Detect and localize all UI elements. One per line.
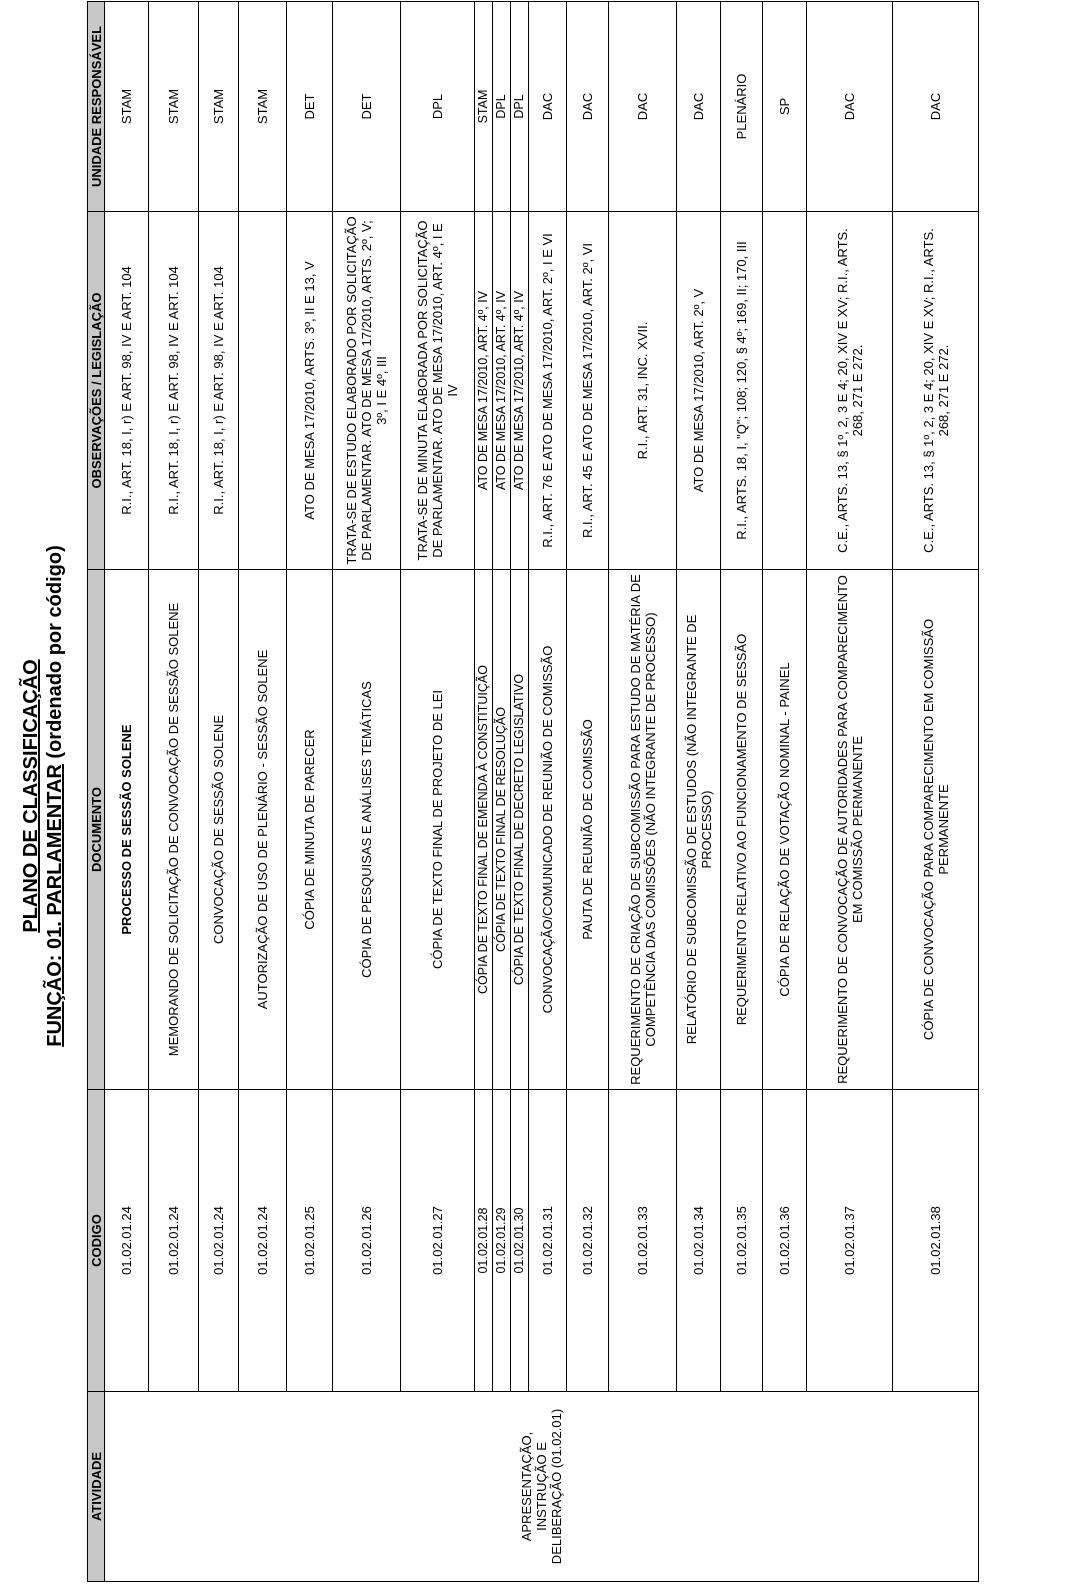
document-cell: CÓPIA DE RELAÇÃO DE VOTAÇÃO NOMINAL - PAINEL: [763, 570, 807, 1090]
unit-cell: DET: [287, 2, 333, 212]
code-cell: 01.02.01.37: [807, 1090, 893, 1392]
table-header-row: [88, 2, 105, 1582]
unit-cell: DPL: [401, 2, 475, 212]
document-cell: MEMORANDO DE SOLICITAÇÃO DE CONVOCAÇÃO DE SESSÃO SOLENE: [149, 570, 199, 1090]
code-cell: 01.02.01.33: [609, 1090, 677, 1392]
obs-cell: ATO DE MESA 17/2010, ART. 4º, IV: [511, 212, 529, 570]
code-cell: 01.02.01.29: [493, 1090, 511, 1392]
code-cell: 01.02.01.30: [511, 1090, 529, 1392]
classification-table: [87, 1, 979, 1582]
unit-cell: SP: [763, 2, 807, 212]
code-cell: 01.02.01.32: [567, 1090, 609, 1392]
code-cell: 01.02.01.31: [529, 1090, 567, 1392]
unit-cell: DAC: [677, 2, 721, 212]
table-row: [721, 2, 763, 1582]
code-cell: 01.02.01.27: [401, 1090, 475, 1392]
obs-cell: R.I., ART. 18, I, r) E ART. 98, IV E ART. 104: [199, 212, 239, 570]
table-row: [475, 2, 493, 1582]
obs-cell: [763, 212, 807, 570]
code-cell: 01.02.01.28: [475, 1090, 493, 1392]
document-cell: CÓPIA DE PESQUISAS E ANÁLISES TEMÁTICAS: [333, 570, 401, 1090]
unit-cell: STAM: [239, 2, 287, 212]
code-cell: 01.02.01.25: [287, 1090, 333, 1392]
unit-cell: STAM: [475, 2, 493, 212]
document-cell: PROCESSO DE SESSÃO SOLENE: [105, 570, 149, 1090]
code-cell: 01.02.01.24: [149, 1090, 199, 1392]
unit-cell: DAC: [609, 2, 677, 212]
document-cell: AUTORIZAÇÃO DE USO DE PLENÁRIO - SESSÃO SOLENE: [239, 570, 287, 1090]
table-row: [529, 2, 567, 1582]
obs-cell: TRATA-SE DE ESTUDO ELABORADO POR SOLICITAÇÃO DE PARLAMENTAR. ATO DE MESA 17/2010, ARTS. 2º, V; 3º, I E 4º, III: [333, 212, 401, 570]
document-cell: CÓPIA DE TEXTO FINAL DE EMENDA À CONSTITUIÇÃO: [475, 570, 493, 1090]
obs-cell: R.I., ART. 45 E ATO DE MESA 17/2010, ART. 2º, VI: [567, 212, 609, 570]
document-cell: CÓPIA DE MINUTA DE PARECER: [287, 570, 333, 1090]
page-subtitle: [44, 0, 67, 1592]
document-cell: PAUTA DE REUNIÃO DE COMISSÃO: [567, 570, 609, 1090]
code-cell: 01.02.01.24: [105, 1090, 149, 1392]
table-row: [287, 2, 333, 1582]
obs-cell: R.I., ART. 18, I, r) E ART. 98, IV E ART. 104: [105, 212, 149, 570]
obs-cell: R.I., ARTS. 18, I, "Q"; 108; 120, § 4º; 169, II; 170, III: [721, 212, 763, 570]
table-row: [199, 2, 239, 1582]
document-cell: CÓPIA DE CONVOCAÇÃO PARA COMPARECIMENTO EM COMISSÃO PERMANENTE: [893, 570, 979, 1090]
obs-cell: R.I., ART. 18, I, r) E ART. 98, IV E ART. 104: [149, 212, 199, 570]
document-cell: REQUERIMENTO DE CRIAÇÃO DE SUBCOMISSÃO PARA ESTUDO DE MATÉRIA DE COMPETÊNCIA DAS COMISSÕES (NÃO INTEGRANTE DE PROCESSO): [609, 570, 677, 1090]
obs-cell: TRATA-SE DE MINUTA ELABORADA POR SOLICITAÇÃO DE PARLAMENTAR. ATO DE MESA 17/2010, ART. 4º, I E IV: [401, 212, 475, 570]
unit-cell: DAC: [807, 2, 893, 212]
unit-cell: DPL: [511, 2, 529, 212]
document-cell: REQUERIMENTO RELATIVO AO FUNCIONAMENTO DE SESSÃO: [721, 570, 763, 1090]
code-cell: 01.02.01.35: [721, 1090, 763, 1392]
table-row: [893, 2, 979, 1582]
document-cell: CÓPIA DE TEXTO FINAL DE DECRETO LEGISLATIVO: [511, 570, 529, 1090]
obs-cell: C.E., ARTS. 13, § 1º, 2, 3 E 4; 20, XIV E XV; R.I., ARTS. 268, 271 E 272.: [807, 212, 893, 570]
table-row: [401, 2, 475, 1582]
col-header-documento: DOCUMENTO: [88, 570, 105, 1090]
page-title: PLANO DE CLASSIFICAÇÃO: [20, 659, 42, 933]
code-cell: 01.02.01.36: [763, 1090, 807, 1392]
unit-cell: STAM: [105, 2, 149, 212]
col-header-unidade: UNIDADE RESPONSÁVEL: [88, 2, 105, 212]
table-row: [239, 2, 287, 1582]
table-row: [105, 2, 149, 1582]
col-header-atividade: ATIVIDADE: [88, 1392, 105, 1582]
code-cell: 01.02.01.34: [677, 1090, 721, 1392]
unit-cell: DPL: [493, 2, 511, 212]
unit-cell: PLENÁRIO: [721, 2, 763, 212]
table-row: [493, 2, 511, 1582]
obs-cell: ATO DE MESA 17/2010, ART. 4º, IV: [493, 212, 511, 570]
obs-cell: ATO DE MESA 17/2010, ARTS. 3º, II E 13, V: [287, 212, 333, 570]
document-cell: CÓPIA DE TEXTO FINAL DE PROJETO DE LEI: [401, 570, 475, 1090]
obs-cell: [239, 212, 287, 570]
document-cell: CONVOCAÇÃO DE SESSÃO SOLENE: [199, 570, 239, 1090]
col-header-observacoes: OBSERVAÇÕES / LEGISLAÇÃO: [88, 212, 105, 570]
obs-cell: ATO DE MESA 17/2010, ART. 2º, V: [677, 212, 721, 570]
obs-cell: C.E., ARTS. 13, § 1º, 2, 3 E 4; 20, XIV E XV; R.I., ARTS. 268, 271 E 272.: [893, 212, 979, 570]
obs-cell: R.I., ART. 31, INC. XVII.: [609, 212, 677, 570]
unit-cell: DAC: [567, 2, 609, 212]
document-cell: CONVOCAÇÃO/COMUNICADO DE REUNIÃO DE COMISSÃO: [529, 570, 567, 1090]
unit-cell: DAC: [893, 2, 979, 212]
table-row: [807, 2, 893, 1582]
col-header-codigo: CODIGO: [88, 1090, 105, 1392]
table-row: [511, 2, 529, 1582]
document-cell: CÓPIA DE TEXTO FINAL DE RESOLUÇÃO: [493, 570, 511, 1090]
function-label: FUNÇÃO: 01. PARLAMENTAR: [44, 764, 66, 1047]
table-row: [567, 2, 609, 1582]
table-row: [677, 2, 721, 1582]
obs-cell: R.I., ART. 76 E ATO DE MESA 17/2010, ART. 2º, I E VI: [529, 212, 567, 570]
unit-cell: DET: [333, 2, 401, 212]
code-cell: 01.02.01.24: [239, 1090, 287, 1392]
table-row: [333, 2, 401, 1582]
table-row: [609, 2, 677, 1582]
code-cell: 01.02.01.26: [333, 1090, 401, 1392]
table-row: [763, 2, 807, 1582]
code-cell: 01.02.01.24: [199, 1090, 239, 1392]
table-row: [149, 2, 199, 1582]
document-cell: RELATÓRIO DE SUBCOMISSÃO DE ESTUDOS (NÃO INTEGRANTE DE PROCESSO): [677, 570, 721, 1090]
obs-cell: ATO DE MESA 17/2010, ART. 4º, IV: [475, 212, 493, 570]
unit-cell: STAM: [149, 2, 199, 212]
unit-cell: STAM: [199, 2, 239, 212]
code-cell: 01.02.01.38: [893, 1090, 979, 1392]
sort-note: (ordenado por código): [44, 545, 66, 765]
unit-cell: DAC: [529, 2, 567, 212]
activity-cell: APRESENTAÇÃO, INSTRUÇÃO E DELIBERAÇÃO (01.02.01): [105, 1392, 979, 1582]
document-cell: REQUERIMENTO DE CONVOCAÇÃO DE AUTORIDADES PARA COMPARECIMENTO EM COMISSÃO PERMANENTE: [807, 570, 893, 1090]
